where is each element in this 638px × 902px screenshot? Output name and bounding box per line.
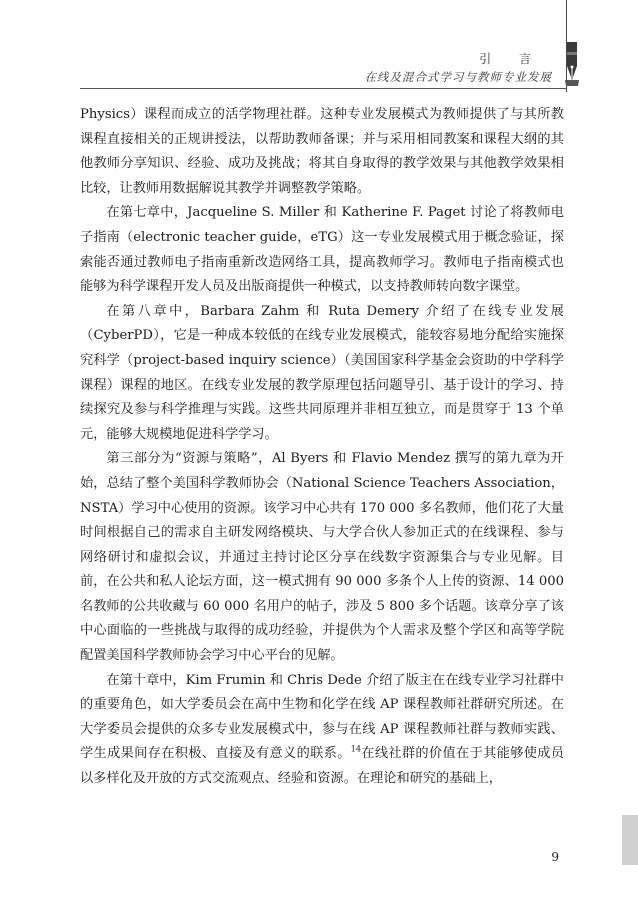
- running-header-subtitle: 在线及混合式学习与教师专业发展: [364, 70, 552, 84]
- fountain-pen-icon: [563, 40, 581, 90]
- paragraph: 在第八章中，Barbara Zahm 和 Ruta Demery 介绍了在线专业发展（CyberPD），它是一种成本较低的在线专业发展模式，能较容易地分配给实施探究科学（project-based inquiry science）（美国国家科学基金会资助的中学科学课程）课程的地区。在线专业发展的教学原理包括问题导引、基于设计的学习、持续探究及参与科学推理与实践。这些共同原理并非相互独立，而是贯穿于 13 个单元，能够大规模地促进科学学习。: [80, 303, 564, 442]
- running-header-title: 引 言: [479, 52, 543, 66]
- header-rule: [80, 88, 566, 89]
- paragraph: 在第七章中，Jacqueline S. Miller 和 Katherine F. Paget 讨论了将教师电子指南（electronic teacher guide，eTG）这一专业发展模式用于概念验证，探索能否通过教师电子指南重新改造网络工具，提高教师学习。教师电子指南模式也能够为科学课程开发人员及出版商提供一种模式，以支持教师转向数字课堂。: [80, 205, 564, 295]
- paragraph: Physics）课程而成立的活学物理社群。这种专业发展模式为教师提供了与其所教课程直接相关的正规讲授法，以帮助教师备课；并与采用相同教案和课程大纲的其他教师分享知识、经验、成功及挑战；将其自身取得的教学效果与其他教学效果相比较，让教师用数据解说其教学并调整教学策略。: [80, 107, 564, 196]
- page-number: 9: [551, 850, 559, 864]
- paragraph-text: 在第十章中，Kim Frumin 和 Chris Dede 介绍了版主在在线专业学习社群中的重要角色，如大学委员会在高中生物和化学在线 AP 课程教师社群研究所述。在大学委员会提供的众多专业发展模式中，参与在线 AP 课程教师社群与教师实践、学生成果间存在积极、直接及有意义的联系。: [80, 672, 564, 762]
- edge-tab: [622, 815, 638, 865]
- footnote-marker[interactable]: 14: [350, 745, 361, 755]
- paragraph: 第三部分为“资源与策略”，Al Byers 和 Flavio Mendez 撰写的第九章为开始，总结了整个美国科学教师协会（National Science Teachers Association，NSTA）学习中心使用的资源。该学习中心共有 170 000 多名教师，他们花了大量时间根据自己的需求自主研发网络模块、与大学合伙人参加正式的在线课程、参与网络研讨和虚拟会议，并通过主持讨论区分享在线数字资源集合与专业见解。目前，在公共和私人论坛方面，这一模式拥有 90 000 多条个人上传的资源、14 000 名教师的公共收藏与 60 000 名用户的帖子，涉及 5 800 多个话题。该章分享了该中心面临的一些挑战与取得的成功经验，并提供为个人需求及整个学区和高等学院配置美国科学教师协会学习中心平台的见解。: [80, 451, 564, 664]
- paragraph: [80, 669, 564, 792]
- body-text: [80, 103, 564, 792]
- paragraph-text: 在线社群的价值在于其能够使成员以多样化及开放的方式交流观点、经验和资源。在理论和研究的基础上，: [80, 746, 564, 787]
